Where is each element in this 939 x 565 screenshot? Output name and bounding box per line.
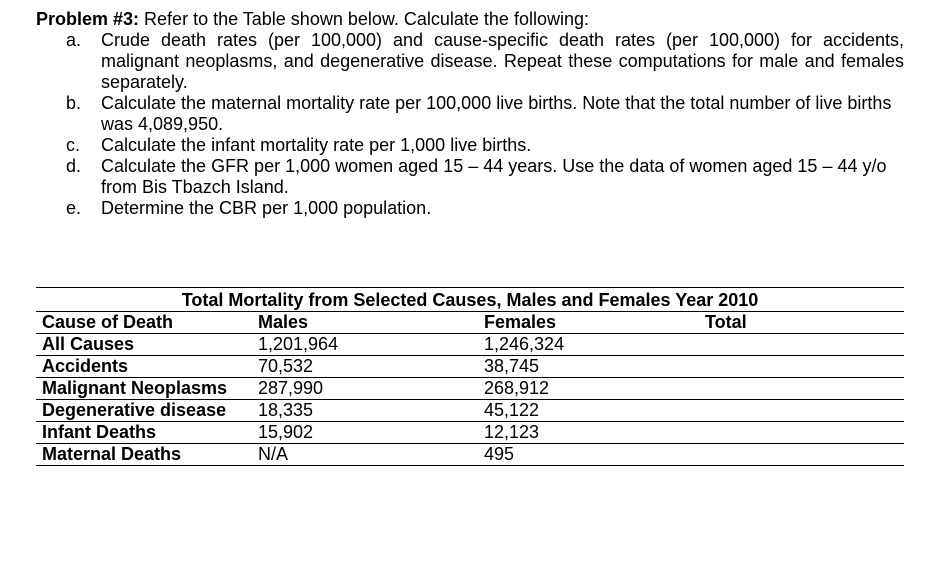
- mortality-table: [36, 287, 904, 466]
- header-males: Males: [252, 312, 478, 334]
- cell-total: [699, 334, 904, 356]
- table-row: [36, 444, 904, 466]
- cell-cause: Accidents: [36, 356, 252, 378]
- task-list: [36, 30, 904, 219]
- cell-females: 495: [478, 444, 699, 466]
- problem-intro: Refer to the Table shown below. Calculate the following:: [139, 9, 589, 29]
- cell-females: 45,122: [478, 400, 699, 422]
- table-row: [36, 378, 904, 400]
- cell-females: 268,912: [478, 378, 699, 400]
- cell-males: N/A: [252, 444, 478, 466]
- header-females: Females: [478, 312, 699, 334]
- task-letter: b.: [66, 93, 82, 113]
- cell-females: 12,123: [478, 422, 699, 444]
- task-text: Calculate the infant mortality rate per 1,000 live births.: [101, 135, 532, 155]
- table-caption: Total Mortality from Selected Causes, Males and Females Year 2010: [36, 287, 904, 311]
- cell-females: 38,745: [478, 356, 699, 378]
- problem-heading: [36, 9, 904, 30]
- table-row: [36, 400, 904, 422]
- task-item: [36, 198, 904, 219]
- problem-label: Problem #3:: [36, 9, 140, 29]
- header-cause-of-death: Cause of Death: [36, 312, 252, 334]
- cell-males: 1,201,964: [252, 334, 478, 356]
- cell-cause: Maternal Deaths: [36, 444, 252, 466]
- cell-total: [699, 422, 904, 444]
- cell-males: 15,902: [252, 422, 478, 444]
- table-row: [36, 334, 904, 356]
- task-text: Calculate the maternal mortality rate per 100,000 live births. Note that the total number of live births was 4,089,950.: [101, 93, 892, 134]
- task-item: [36, 93, 904, 135]
- table-row: [36, 356, 904, 378]
- cell-total: [699, 400, 904, 422]
- cell-total: [699, 356, 904, 378]
- header-total: Total: [699, 312, 904, 334]
- task-text: Crude death rates (per 100,000) and cause-specific death rates (per 100,000) for accidents, malignant neoplasms, and degenerative disease. Repeat these computations for male and females separately.: [101, 30, 904, 92]
- task-text: Calculate the GFR per 1,000 women aged 15 – 44 years. Use the data of women aged 15 – 44 y/o from Bis Tbazch Island.: [101, 156, 887, 197]
- table-row: [36, 422, 904, 444]
- task-item: [36, 156, 904, 198]
- task-letter: d.: [66, 156, 82, 176]
- task-item: [36, 30, 904, 93]
- cell-total: [699, 378, 904, 400]
- task-letter: c.: [66, 135, 81, 155]
- cell-cause: Malignant Neoplasms: [36, 378, 252, 400]
- cell-females: 1,246,324: [478, 334, 699, 356]
- cell-males: 287,990: [252, 378, 478, 400]
- cell-cause: Infant Deaths: [36, 422, 252, 444]
- cell-males: 70,532: [252, 356, 478, 378]
- table-header-row: [36, 312, 904, 334]
- task-item: [36, 135, 904, 156]
- task-letter: a.: [66, 30, 82, 50]
- task-letter: e.: [66, 198, 82, 218]
- problem-statement: [36, 9, 904, 219]
- cell-total: [699, 444, 904, 466]
- cell-cause: All Causes: [36, 334, 252, 356]
- cell-cause: Degenerative disease: [36, 400, 252, 422]
- task-text: Determine the CBR per 1,000 population.: [101, 198, 432, 218]
- cell-males: 18,335: [252, 400, 478, 422]
